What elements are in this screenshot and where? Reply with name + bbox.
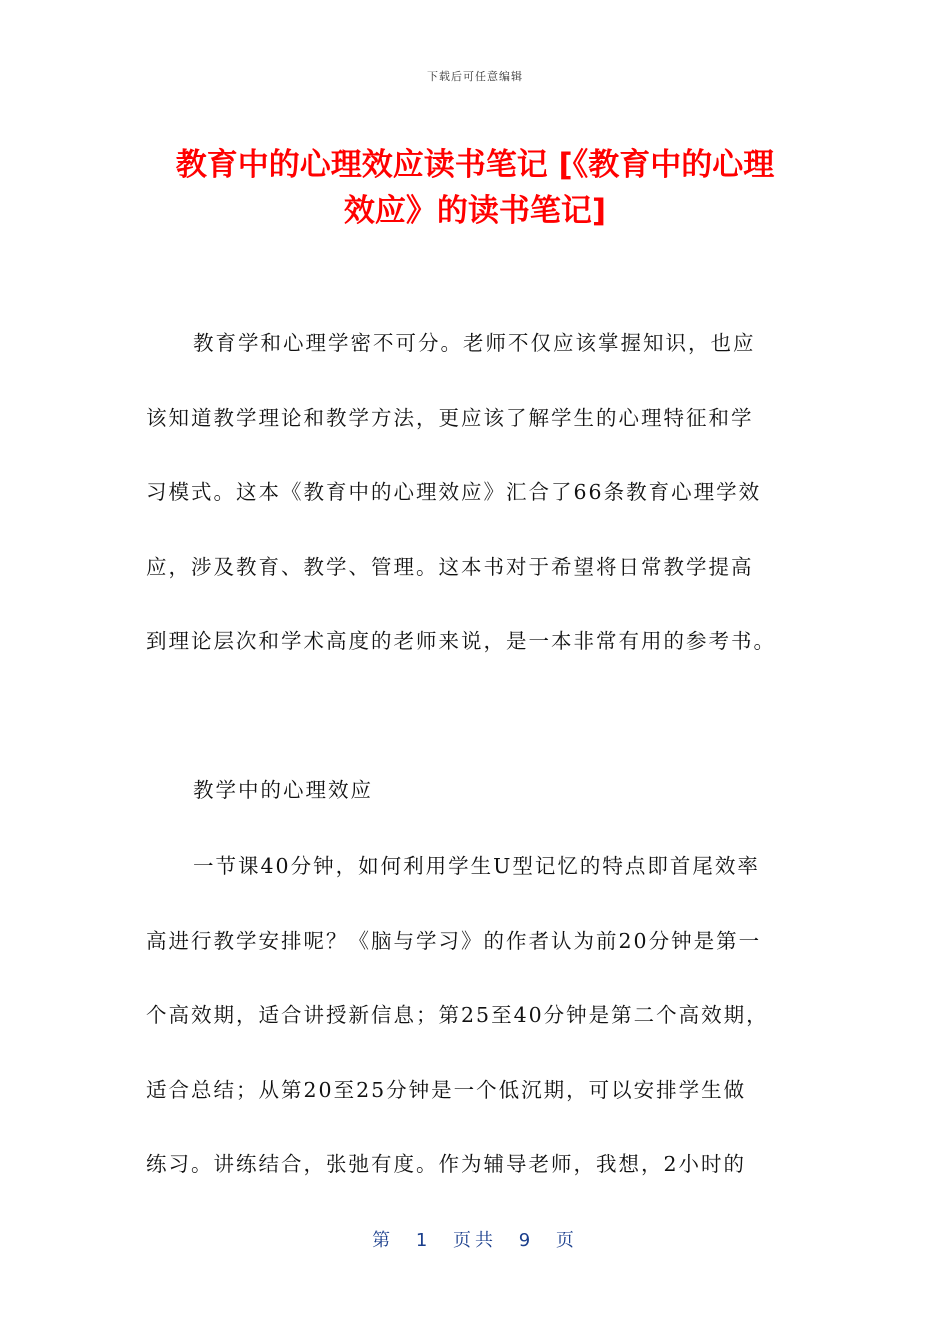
paragraph-line: 适合总结；从第20至25分钟是一个低沉期，可以安排学生做 (146, 1077, 747, 1102)
header-note: 下载后可任意编辑 (427, 70, 523, 83)
paragraph-line: 一节课40分钟，如何利用学生U型记忆的特点即首尾效率 (193, 854, 760, 878)
paragraph-line: 教育学和心理学密不可分。老师不仅应该掌握知识，也应 (193, 331, 756, 355)
title-line-1: 教育中的心理效应读书笔记 [《教育中的心理 (175, 147, 775, 183)
paragraph-line: 到理论层次和学术高度的老师来说，是一本非常有用的参考书。 (146, 629, 776, 653)
paragraph-line: 练习。讲练结合，张弛有度。作为辅导老师，我想，2小时的 (146, 1152, 747, 1176)
paragraph-line: 该知道教学理论和教学方法，更应该了解学生的心理特征和学 (146, 405, 754, 430)
paragraph-line: 高进行教学安排呢？《脑与学习》的作者认为前20分钟是第一 (146, 928, 762, 953)
page-footer: 第 1 页共 9 页 (372, 1230, 578, 1251)
paragraph-line: 习模式。这本《教育中的心理效应》汇合了66条教育心理学效 (146, 480, 762, 504)
paragraph-lesson (146, 851, 811, 1224)
paragraph-line: 应，涉及教育、教学、管理。这本书对于希望将日常教学提高 (146, 554, 754, 579)
section-heading: 教学中的心理效应 (193, 778, 373, 802)
paragraph-line: 个高效期，适合讲授新信息；第25至40分钟是第二个高效期， (146, 1003, 769, 1027)
section-heading-block (146, 775, 811, 850)
document-title (130, 142, 820, 234)
title-line-2: 效应》的读书笔记] (343, 193, 607, 229)
paragraph-intro (146, 328, 811, 701)
